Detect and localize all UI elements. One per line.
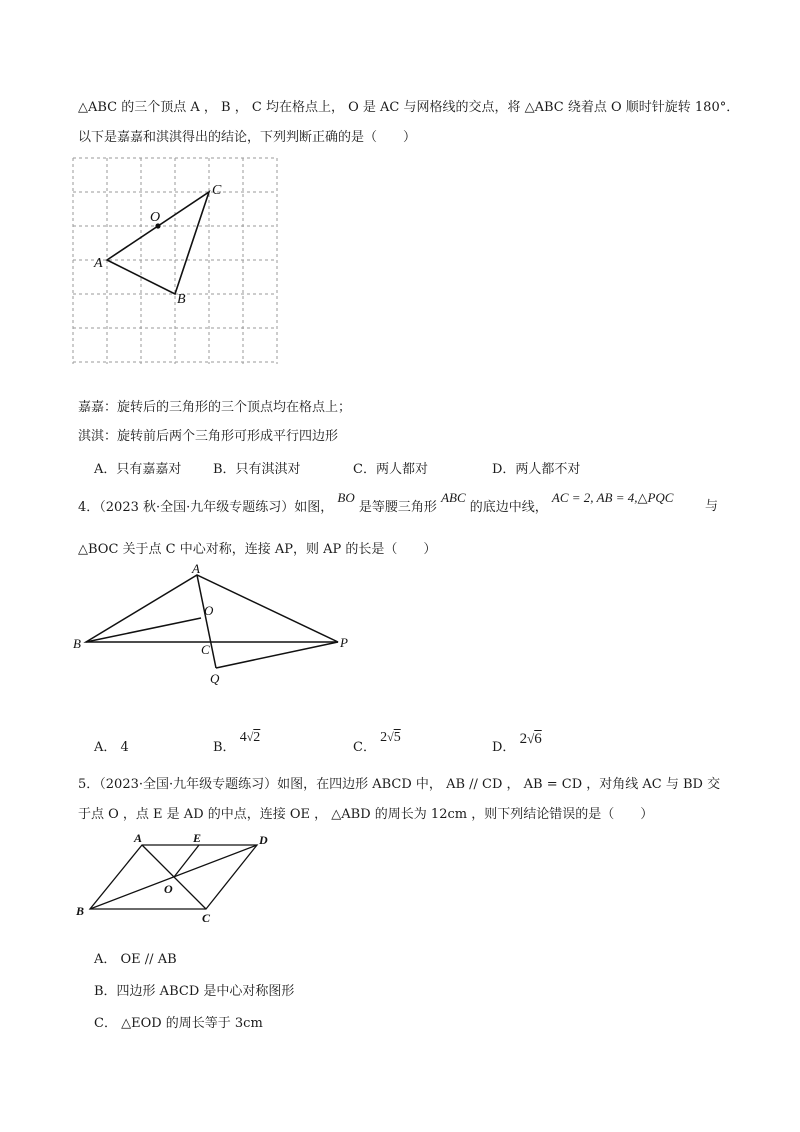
q4-source: （2023 秋·全国·九年级专题练习）	[99, 500, 295, 515]
label-c: C	[201, 642, 210, 657]
q4-option-a: A． 4	[94, 740, 129, 755]
q3-line1: △ABC 的三个顶点 A ， B ， C 均在格点上， O 是 AC 与网格线的交点，将 △ABC 绕着点 O 顺时针旋转 180°．	[78, 100, 740, 115]
segment-qp	[216, 642, 338, 668]
q4-option-c: C． 2√5	[353, 730, 401, 755]
label-b: B	[177, 292, 186, 307]
label-a: A	[94, 256, 103, 271]
label-o: O	[204, 603, 214, 618]
q4-line2: △BOC 关于点 C 中心对称，连接 AP，则 AP 的长是（ ）	[78, 542, 437, 557]
label-a: A	[192, 561, 200, 576]
q3-claim1: 嘉嘉：旋转后的三角形的三个顶点均在格点上；	[78, 400, 352, 415]
q4-number: 4．	[78, 500, 100, 515]
label-p: P	[340, 635, 348, 650]
label-a: A	[134, 831, 143, 845]
q5-line1: 5．（2023·全国·九年级专题练习）如图，在四边形 ABCD 中， AB // CD ， AB = CD ，对角线 AC 与 BD 交	[78, 777, 721, 792]
q3-line2: 以下是嘉嘉和淇淇得出的结论，下列判断正确的是（ ）	[78, 130, 417, 145]
label-q: Q	[210, 671, 220, 686]
segment-bo	[86, 618, 201, 642]
label-d: D	[259, 833, 268, 847]
q3-grid-figure	[72, 157, 282, 367]
q3-option-a: A．只有嘉嘉对	[94, 462, 182, 477]
label-o: O	[164, 882, 173, 896]
label-b: B	[76, 904, 85, 918]
q3-option-b: B．只有淇淇对	[213, 462, 301, 477]
q5-option-c: C． △EOD 的周长等于 3cm	[94, 1016, 263, 1031]
q4-option-b: B． 4√2	[213, 730, 261, 755]
q5-option-b: B．四边形 ABCD 是中心对称图形	[94, 984, 295, 999]
q5-option-a: A． OE // AB	[94, 952, 177, 967]
q3-claim2: 淇淇：旋转前后两个三角形可形成平行四边形	[78, 429, 339, 444]
label-c: C	[212, 183, 222, 198]
q4-figure	[70, 561, 360, 695]
q3-option-d: D．两人都不对	[492, 462, 581, 477]
q4-line1: 4．（2023 秋·全国·九年级专题练习）如图， BO 是等腰三角形 ABC 的底边中线， AC = 2, AB = 4,△PQC 与	[78, 490, 718, 515]
triangle-abc	[107, 192, 209, 294]
q3-option-c: C．两人都对	[353, 462, 428, 477]
q5-line2: 于点 O ，点 E 是 AD 的中点，连接 OE ， △ABD 的周长为 12cm ，则下列结论错误的是（ ）	[78, 807, 654, 822]
q4-option-d: D． 2√6	[492, 731, 542, 755]
label-e: E	[193, 831, 202, 845]
label-o: O	[150, 210, 161, 225]
q5-figure	[72, 831, 282, 925]
grid-lines	[73, 158, 277, 364]
label-c: C	[202, 911, 211, 925]
label-b: B	[73, 636, 81, 651]
